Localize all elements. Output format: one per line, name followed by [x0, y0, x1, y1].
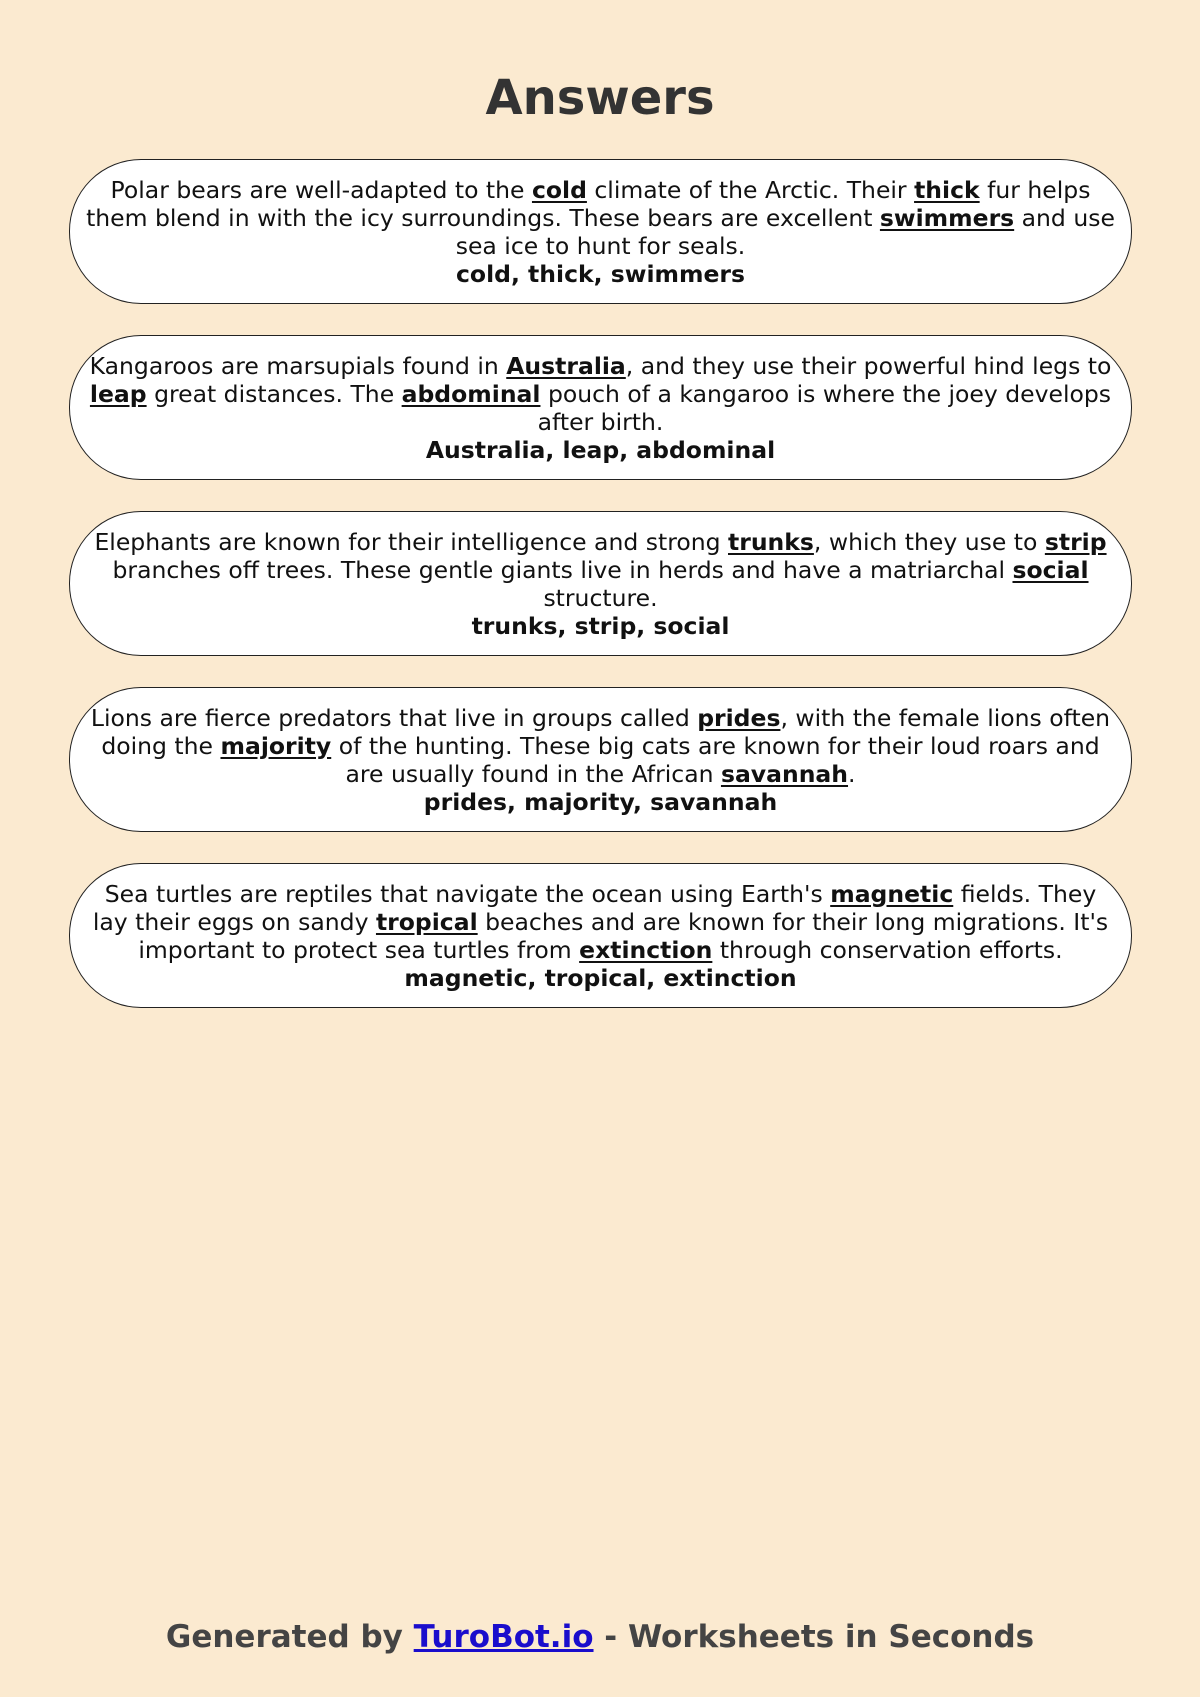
- answer-key-line: trunks, strip, social: [471, 611, 730, 640]
- filled-blank-word: magnetic: [830, 879, 954, 908]
- answer-card: [69, 159, 1132, 304]
- passage-segment: structure.: [543, 583, 658, 612]
- passage-segment: , and they use their powerful hind legs to: [625, 351, 1112, 380]
- passage-text: [84, 352, 1117, 436]
- answer-key-line: cold, thick, swimmers: [456, 259, 745, 288]
- answer-key-line: magnetic, tropical, extinction: [404, 963, 797, 992]
- passage-segment: beaches and are known for their long migrations. It's important to protect sea turtles from: [138, 907, 1109, 964]
- filled-blank-word: abdominal: [401, 379, 541, 408]
- passage-segment: and use sea ice to hunt for seals.: [455, 203, 1115, 260]
- passage-segment: pouch of a kangaroo is where the joey develops after birth.: [537, 379, 1112, 436]
- passage-segment: Polar bears are well-adapted to the: [110, 175, 532, 204]
- filled-blank-word: swimmers: [879, 203, 1015, 232]
- answer-card: [69, 511, 1132, 656]
- filled-blank-word: tropical: [375, 907, 478, 936]
- passage-segment: Lions are fierce predators that live in groups called: [90, 703, 698, 732]
- passage-text: [84, 704, 1117, 788]
- filled-blank-word: prides: [697, 703, 781, 732]
- filled-blank-word: majority: [220, 731, 332, 760]
- filled-blank-word: trunks: [728, 527, 814, 556]
- passage-segment: of the hunting. These big cats are known for their loud roars and are usually found in the African: [331, 731, 1100, 788]
- passage-segment: .: [848, 759, 856, 788]
- passage-segment: fields. They lay their eggs on sandy: [92, 879, 1097, 936]
- passage-segment: climate of the Arctic. Their: [586, 175, 915, 204]
- answer-card: [69, 863, 1132, 1008]
- passage-segment: through conservation efforts.: [712, 935, 1063, 964]
- passage-segment: fur helps them blend in with the icy surroundings. These bears are excellent: [86, 175, 1091, 232]
- passage-text: [84, 176, 1117, 260]
- answer-key-line: Australia, leap, abdominal: [425, 435, 776, 464]
- passage-segment: Kangaroos are marsupials found in: [89, 351, 507, 380]
- filled-blank-word: leap: [89, 379, 147, 408]
- passage-segment: branches off trees. These gentle giants live in herds and have a matriarchal: [112, 555, 1013, 584]
- footer-prefix: Generated by: [165, 1619, 414, 1655]
- footer-suffix: - Worksheets in Seconds: [593, 1619, 1035, 1655]
- passage-text: [84, 528, 1117, 612]
- passage-segment: , with the female lions often doing the: [101, 703, 1111, 760]
- passage-segment: Sea turtles are reptiles that navigate the ocean using Earth's: [104, 879, 831, 908]
- passage-segment: , which they use to: [813, 527, 1045, 556]
- filled-blank-word: thick: [914, 175, 980, 204]
- filled-blank-word: strip: [1044, 527, 1107, 556]
- passage-segment: great distances. The: [146, 379, 402, 408]
- filled-blank-word: savannah: [720, 759, 849, 788]
- filled-blank-word: Australia: [506, 351, 626, 380]
- answer-card: [69, 687, 1132, 832]
- page-title: Answers: [485, 70, 715, 126]
- passage-segment: Elephants are known for their intelligence and strong: [94, 527, 728, 556]
- answer-cards-list: [69, 159, 1132, 1039]
- turobot-link[interactable]: TuroBot.io: [413, 1619, 594, 1655]
- footer: [0, 1617, 1200, 1657]
- filled-blank-word: extinction: [579, 935, 713, 964]
- answer-key-line: prides, majority, savannah: [423, 787, 778, 816]
- passage-text: [84, 880, 1117, 964]
- answer-card: [69, 335, 1132, 480]
- filled-blank-word: social: [1012, 555, 1089, 584]
- filled-blank-word: cold: [531, 175, 587, 204]
